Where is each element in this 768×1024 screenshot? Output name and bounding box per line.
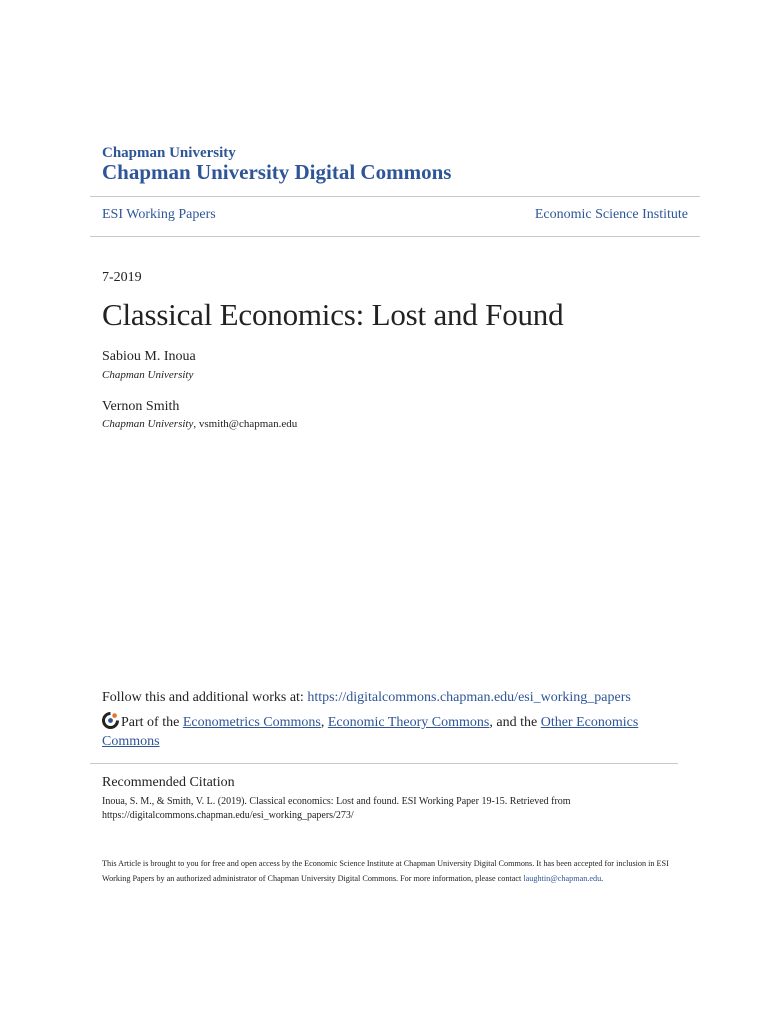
bepress-network-icon — [102, 712, 119, 729]
collection-url-link[interactable]: https://digitalcommons.chapman.edu/esi_working_papers — [307, 690, 631, 705]
author-affiliation: Chapman University — [102, 418, 194, 430]
divider-nav — [90, 236, 700, 237]
department-link[interactable]: Economic Science Institute — [534, 207, 688, 222]
repository-name[interactable]: Chapman University Digital Commons — [102, 160, 452, 184]
other-economics-commons-link[interactable]: Other Economics Commons — [102, 715, 639, 749]
part-of-separator: , — [320, 715, 328, 730]
follow-line — [102, 690, 631, 706]
follow-label: Follow this and additional works at: — [102, 690, 308, 705]
author-name: Vernon Smith — [102, 399, 180, 414]
divider-top — [90, 196, 700, 197]
part-of-line — [102, 712, 662, 751]
access-notice-text: This Article is brought to you for free and open access by the Economic Science Institute at Chapman University Digital Commons. It has been accepted for inclusion in ESI Working Papers by an authorized administrator of Chapman University Digital Commons. For more information, please contact — [102, 859, 669, 883]
citation-text: Inoua, S. M., & Smith, V. L. (2019). Classical economics: Lost and found. ESI Working Paper 19-15. Retrieved from https://digitalcommons.chapman.edu/esi_working_papers/273/ — [102, 796, 571, 821]
econometrics-commons-link[interactable]: Econometrics Commons — [182, 715, 321, 730]
series-link[interactable]: ESI Working Papers — [102, 207, 216, 222]
author-affiliation: Chapman University — [102, 369, 194, 381]
part-of-separator: , and the — [489, 715, 541, 730]
economic-theory-commons-link[interactable]: Economic Theory Commons — [327, 715, 490, 730]
author-name: Sabiou M. Inoua — [102, 349, 196, 364]
author-email: , vsmith@chapman.edu — [193, 418, 298, 430]
author-affiliation-line — [102, 418, 297, 430]
paper-title: Classical Economics: Lost and Found — [102, 297, 564, 332]
publication-date: 7-2019 — [102, 270, 142, 285]
access-notice-end: . — [601, 874, 604, 883]
institution-name[interactable]: Chapman University — [102, 145, 236, 161]
citation-heading: Recommended Citation — [102, 775, 235, 790]
contact-email-link[interactable]: laughtin@chapman.edu — [523, 874, 602, 883]
part-of-prefix: Part of the — [121, 715, 183, 730]
divider-citation — [90, 763, 678, 764]
access-notice — [102, 856, 682, 886]
